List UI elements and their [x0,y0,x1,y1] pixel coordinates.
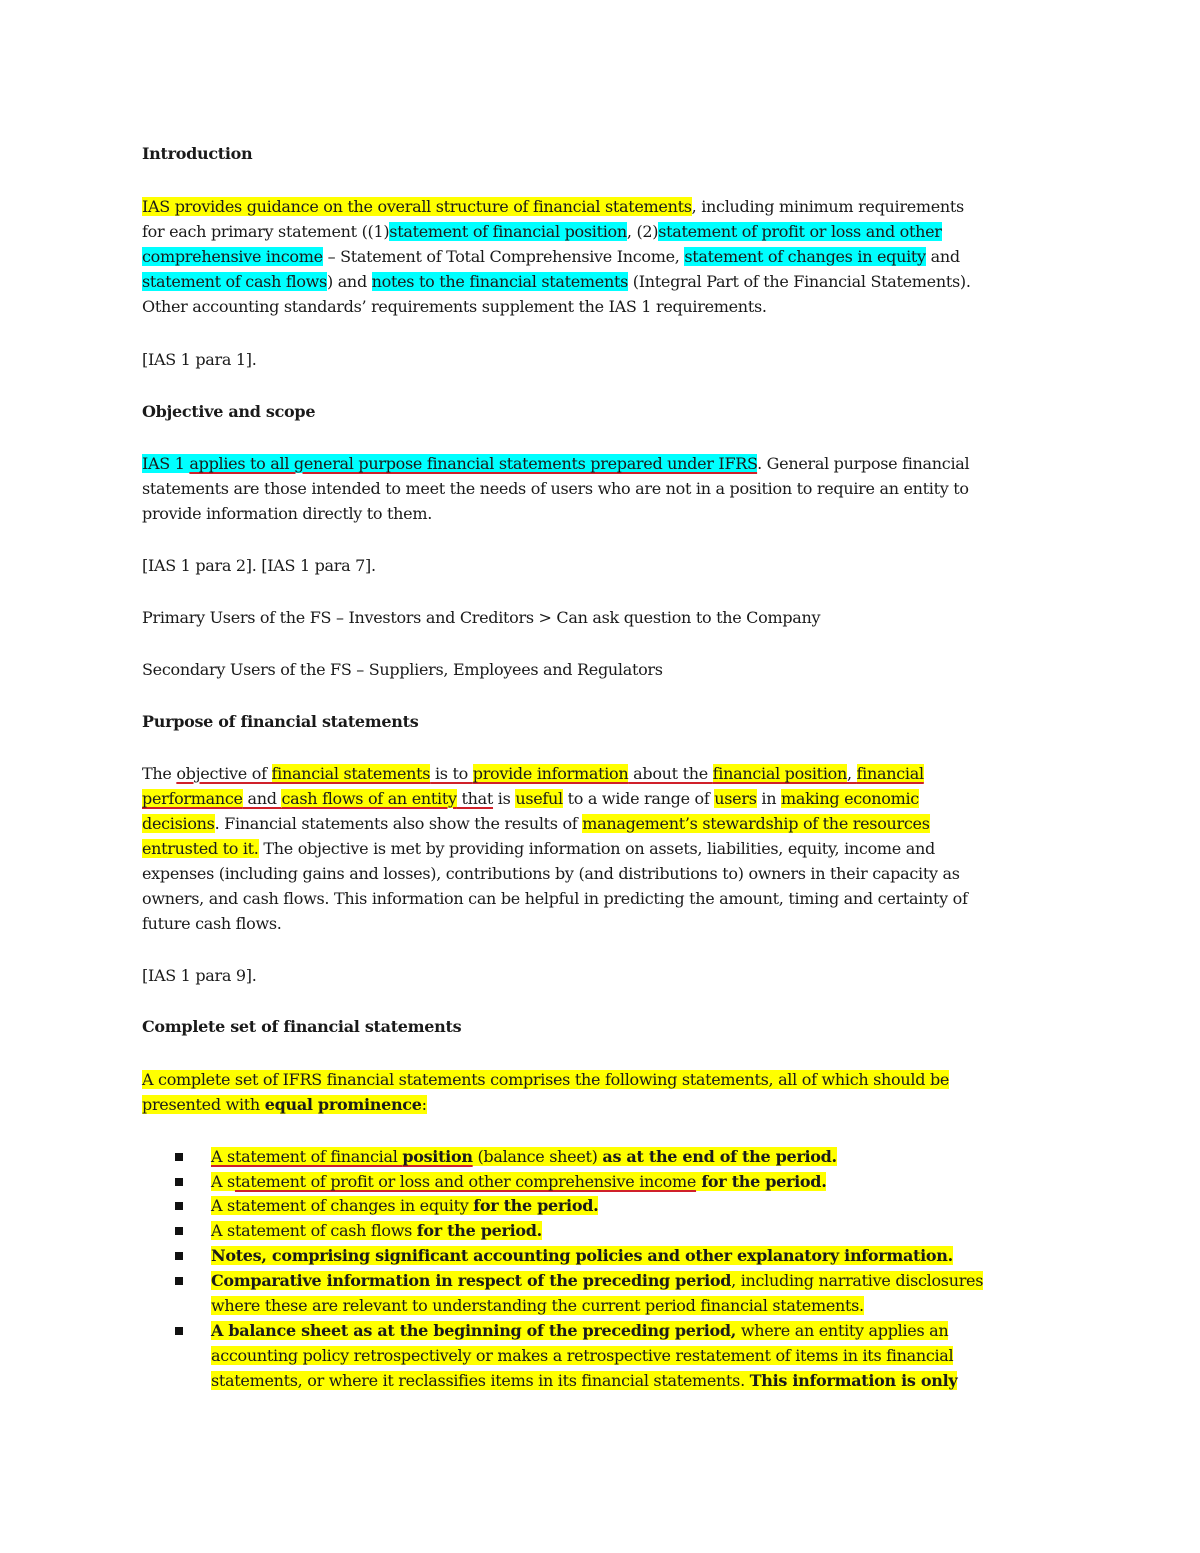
list-item: A statement of financial position (balance sheet) as at the end of the period. [211,1147,837,1166]
list-item: A balance sheet as at the beginning of the preceding period, where an entity applies an [211,1321,949,1340]
list-item: Comparative information in respect of the preceding period, including narrative disclosures [211,1271,984,1290]
list-item: A statement of cash flows for the period. [211,1221,542,1240]
bullet-5 [175,1252,183,1260]
bullet-6 [175,1277,183,1285]
bullet-7 [175,1327,183,1335]
bullet-2 [175,1178,183,1186]
intro-reference: [IAS 1 para 1]. [142,350,257,369]
intro-paragraph-line-1: IAS provides guidance on the overall structure of financial statements, including minimum requirements [142,197,964,216]
purpose-paragraph-line-3: decisions. Financial statements also show the results of management’s stewardship of the resources [142,814,930,833]
secondary-users-line: Secondary Users of the FS – Suppliers, Employees and Regulators [142,660,663,679]
purpose-paragraph-line-1: The objective of financial statements is to provide information about the financial position, financial [142,764,924,783]
list-item: A statement of profit or loss and other comprehensive income for the period. [211,1172,827,1191]
complete-paragraph-line-1: A complete set of IFRS financial statements comprises the following statements, all of which should be [142,1070,950,1089]
objective-reference: [IAS 1 para 2]. [IAS 1 para 7]. [142,556,376,575]
purpose-paragraph-line-5: expenses (including gains and losses), contributions by (and distributions to) owners in their capacity as [142,864,960,883]
purpose-reference: [IAS 1 para 9]. [142,966,257,985]
list-item: A statement of changes in equity for the period. [211,1196,599,1215]
objective-paragraph-line-2: statements are those intended to meet the needs of users who are not in a position to require an entity to [142,479,969,498]
bullet-1 [175,1153,183,1161]
intro-paragraph-line-5: Other accounting standards’ requirements supplement the IAS 1 requirements. [142,297,767,316]
list-item-continuation: accounting policy retrospectively or makes a retrospective restatement of items in its financial [211,1346,954,1365]
purpose-paragraph-line-7: future cash flows. [142,914,282,933]
purpose-paragraph-line-4: entrusted to it. The objective is met by providing information on assets, liabilities, equity, income and [142,839,935,858]
objective-paragraph-line-1: IAS 1 applies to all general purpose financial statements prepared under IFRS. General purpose financial [142,454,970,473]
bullet-4 [175,1227,183,1235]
complete-paragraph-line-2: presented with equal prominence: [142,1095,427,1114]
objective-paragraph-line-3: provide information directly to them. [142,504,433,523]
list-item-continuation: where these are relevant to understanding the current period financial statements. [211,1296,864,1315]
heading-purpose: Purpose of financial statements [142,712,419,731]
heading-objective-and-scope: Objective and scope [142,402,316,421]
purpose-paragraph-line-6: owners, and cash flows. This information can be helpful in predicting the amount, timing and certainty of [142,889,968,908]
intro-paragraph-line-4: statement of cash flows) and notes to the financial statements (Integral Part of the Financial Statements). [142,272,971,291]
heading-introduction: Introduction [142,144,253,163]
list-item: Notes, comprising significant accounting policies and other explanatory information. [211,1246,953,1265]
primary-users-line: Primary Users of the FS – Investors and Creditors > Can ask question to the Company [142,608,821,627]
list-item-continuation: statements, or where it reclassifies items in its financial statements. This information is only [211,1371,958,1390]
purpose-paragraph-line-2: performance and cash flows of an entity that is useful to a wide range of users in making economic [142,789,919,808]
heading-complete-set: Complete set of financial statements [142,1017,462,1036]
bullet-3 [175,1202,183,1210]
intro-paragraph-line-2: for each primary statement ((1)statement of financial position, (2)statement of profit or loss and other [142,222,942,241]
intro-paragraph-line-3: comprehensive income – Statement of Total Comprehensive Income, statement of changes in equity and [142,247,960,266]
